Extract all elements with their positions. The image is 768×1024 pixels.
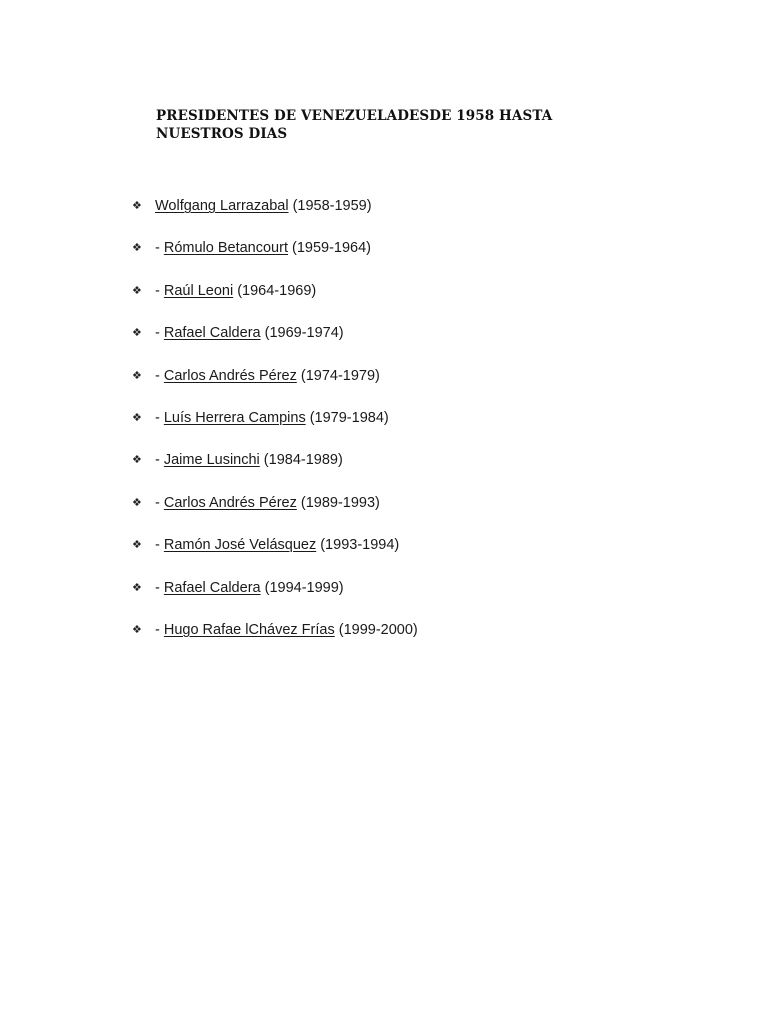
term-years: (1999-2000) [334,621,418,638]
list-item-dash: - [155,621,164,638]
term-years: (1969-1974) [260,325,344,342]
term-years: (1989-1993) [296,494,380,511]
list-item [132,197,418,239]
president-name-link[interactable]: Luís Herrera Campins [163,409,306,426]
diamond-bullet-icon: ❖ [132,241,142,255]
list-item [132,409,418,451]
term-years: (1964-1969) [233,282,317,299]
list-item-dash: - [155,409,164,426]
president-name-link[interactable]: Rafael Caldera [163,325,261,342]
list-item [132,324,418,366]
diamond-bullet-icon: ❖ [132,538,142,552]
president-name-link[interactable]: Jaime Lusinchi [163,452,260,469]
list-item-dash: - [155,579,164,596]
term-years: (1984-1989) [259,452,343,469]
term-years: (1979-1984) [305,409,389,426]
diamond-bullet-icon: ❖ [132,622,142,636]
term-years: (1994-1999) [260,579,344,596]
list-item [132,451,418,493]
list-item-dash: - [155,494,164,511]
president-name-link[interactable]: Wolfgang Larrazabal [155,198,289,214]
list-item [132,579,418,621]
list-item-dash: - [155,240,164,257]
president-name-link[interactable]: Rómulo Betancourt [163,240,288,257]
list-item [132,367,418,409]
list-item [132,494,418,536]
list-item [132,282,418,324]
list-item-dash: - [155,282,164,299]
president-list [132,197,418,663]
diamond-bullet-icon: ❖ [132,199,142,212]
diamond-bullet-icon: ❖ [132,283,142,297]
president-name-link[interactable]: Carlos Andrés Pérez [163,367,297,384]
list-item-dash: - [155,325,164,342]
list-item-dash: - [155,537,164,554]
diamond-bullet-icon: ❖ [132,580,142,594]
diamond-bullet-icon: ❖ [132,495,142,509]
president-name-link[interactable]: Ramón José Velásquez [163,537,317,554]
president-name-link[interactable]: Rafael Caldera [163,579,261,596]
president-name-link[interactable]: Carlos Andrés Pérez [163,494,297,511]
president-name-link[interactable]: Hugo Rafae lChávez Frías [163,621,335,638]
term-years: (1959-1964) [287,240,372,257]
list-item [132,536,418,578]
diamond-bullet-icon: ❖ [132,368,142,382]
list-item-dash: - [155,367,164,384]
president-name-link[interactable]: Raúl Leoni [163,282,234,299]
list-item-dash: - [155,452,164,469]
diamond-bullet-icon: ❖ [132,326,142,340]
term-years: (1993-1994) [316,537,400,554]
term-years: (1974-1979) [296,367,380,384]
diamond-bullet-icon: ❖ [132,410,142,424]
list-item [132,621,418,663]
diamond-bullet-icon: ❖ [132,453,142,467]
list-item [132,239,418,281]
term-years: (1958-1959) [288,198,372,214]
page-title: PRESIDENTES DE VENEZUELADESDE 1958 HASTA NUESTROS DIAS [156,108,553,142]
